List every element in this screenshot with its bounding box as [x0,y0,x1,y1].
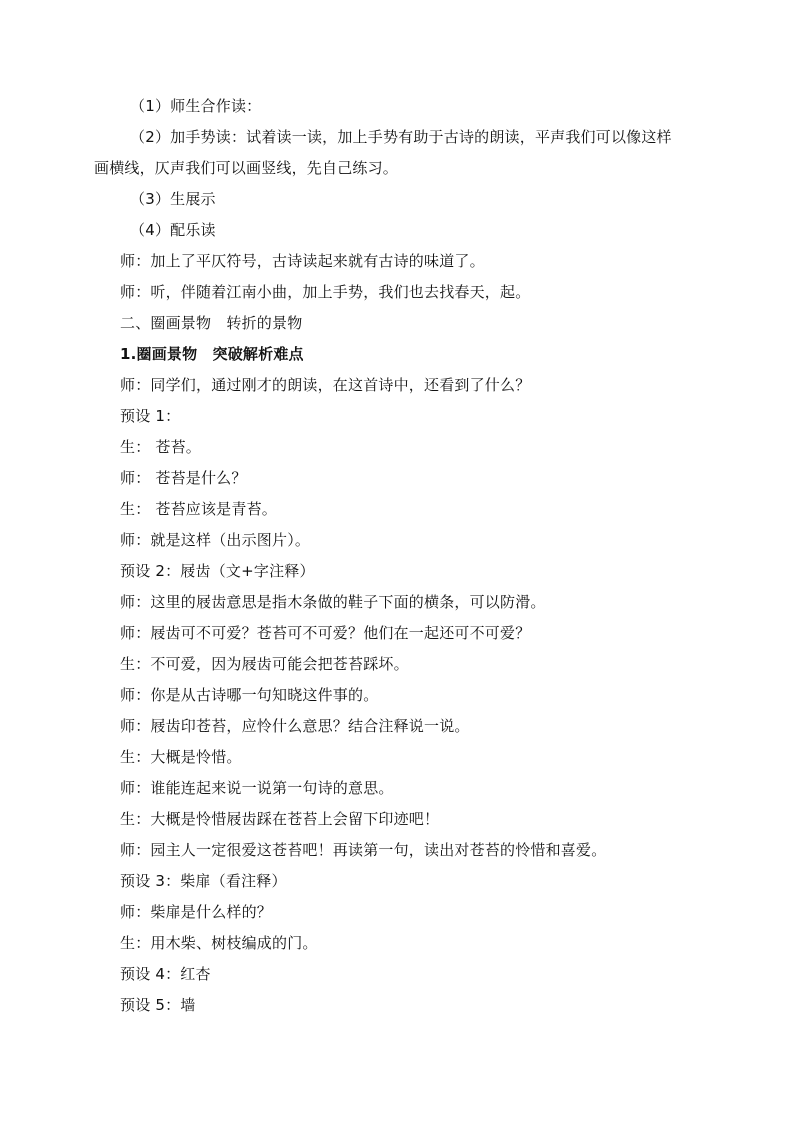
text-line: 师：这里的屐齿意思是指木条做的鞋子下面的横条，可以防滑。 [120,593,546,611]
text-line: 生： 苍苔应该是青苔。 [120,500,277,518]
text-line: 师：屐齿印苍苔，应怜什么意思？结合注释说一说。 [120,717,470,735]
text-line: 师：听，伴随着江南小曲，加上手势，我们也去找春天，起。 [120,283,531,301]
text-line: （1）师生合作读： [130,97,262,115]
text-line: 师：园主人一定很爱这苍苔吧！再读第一句，读出对苍苔的怜惜和喜爱。 [120,841,607,859]
text-line: 预设 2：屐齿（文+字注释） [120,562,315,580]
text-line: 预设 4：红杏 [120,965,211,983]
text-line: 师：就是这样（出示图片）。 [120,531,311,549]
text-line: 师：同学们，通过刚才的朗读，在这首诗中，还看到了什么？ [120,376,531,394]
text-line: 师：加上了平仄符号，古诗读起来就有古诗的味道了。 [120,252,485,270]
subsection-heading: 1.圈画景物 突破解析难点 [120,345,304,363]
text-line: 师： 苍苔是什么？ [120,469,247,487]
text-line: （3）生展示 [130,190,216,208]
text-line: 生：大概是怜惜。 [120,748,242,766]
text-line: 师：谁能连起来说一说第一句诗的意思。 [120,779,394,797]
section-heading: 二、圈画景物 转折的景物 [120,314,303,332]
text-line: （4）配乐读 [130,221,216,239]
text-line: 预设 3：柴扉（看注释） [120,872,287,890]
text-line: 画横线，仄声我们可以画竖线，先自己练习。 [94,159,399,177]
text-line: 师：柴扉是什么样的？ [120,903,273,921]
text-line: 生：大概是怜惜屐齿踩在苍苔上会留下印迹吧！ [120,810,440,828]
text-line: （2）加手势读：试着读一读，加上手势有助于古诗的朗读，平声我们可以像这样 [130,128,672,146]
text-line: 生： 苍苔。 [120,438,201,456]
text-line: 生：用木柴、树枝编成的门。 [120,934,318,952]
text-line: 师：屐齿可不可爱？苍苔可不可爱？他们在一起还可不可爱？ [120,624,531,642]
text-line: 预设 5：墙 [120,996,196,1014]
text-line: 生：不可爱，因为屐齿可能会把苍苔踩坏。 [120,655,409,673]
text-line: 预设 1： [120,407,181,425]
text-line: 师：你是从古诗哪一句知晓这件事的。 [120,686,379,704]
